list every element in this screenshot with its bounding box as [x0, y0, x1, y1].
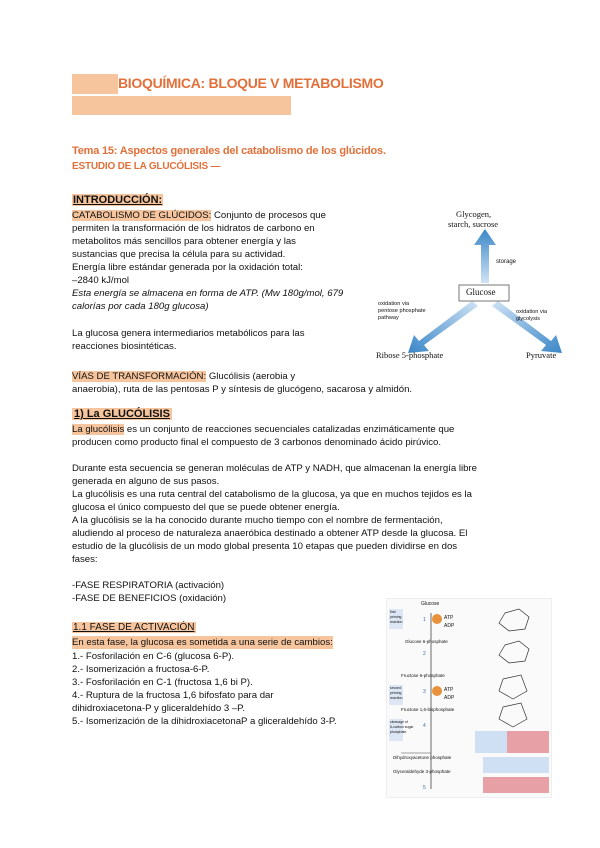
fig2-adp1: ADP [444, 623, 455, 629]
glycolysis-phase1-svg [387, 599, 551, 797]
box3-l1: cleavage of [390, 720, 408, 724]
atp-circle-1 [432, 614, 442, 624]
phase-2: -FASE DE BENEFICIOS (oxidación) [72, 593, 227, 604]
intro-heading-text: INTRODUCCIÓN: [73, 194, 163, 206]
diagram-bottom-right: Pyruvate [526, 350, 557, 360]
fig2-atp1: ATP [444, 615, 454, 621]
catabolismo-label: CATABOLISMO DE GLÚCIDOS: [72, 210, 212, 221]
topic-subtitle: ESTUDIO DE LA GLUCÓLISIS — [72, 161, 221, 172]
glucose-fates-svg [372, 205, 572, 365]
activacion-heading-text: 1.1 FASE DE ACTIVACIÓN [73, 622, 195, 633]
diagram-center: Glucose [466, 287, 496, 297]
p2-l1: Durante esta secuencia se generan moléculas de ATP y NADH, que almacenan la energía libre [72, 463, 477, 474]
diagram-storage: storage [496, 259, 517, 265]
glucose-ring [499, 609, 529, 631]
p4-l2: aludiendo al proceso de naturaleza anaeróbica destinado a obtener ATP desde la glucosa. El [72, 528, 468, 539]
step-num-3: 3 [423, 689, 426, 695]
fig2-box3 [390, 720, 414, 735]
intro-text [72, 209, 372, 353]
fig2-atp2: ATP [444, 687, 454, 693]
p4-l3: estudio de la glucólisis de un modo global presenta 10 etapas que pueden dividirse en dos [72, 541, 458, 552]
catabolismo-l2: permiten la transformación de los hidratos de carbono en [72, 223, 315, 234]
step-5: 5.- Isomerización de la dihidroxiacetonaP a gliceraldehído 3-P. [72, 716, 337, 727]
catabolismo-l1: Conjunto de procesos que [211, 210, 326, 221]
step-2: 2.- Isomerización a fructosa-6-P. [72, 664, 210, 675]
g6p-ring [499, 641, 529, 663]
p2-l2: generada en alguno de sus pasos. [72, 476, 220, 487]
topic-title: Tema 15: Aspectos generales del catabolismo de los glúcidos. [72, 145, 386, 157]
step-num-5: 5 [423, 785, 426, 791]
p4-l1: A la glucólisis se la ha conocido durante mucho tiempo con el nombre de fermentación, [72, 515, 443, 526]
activacion-intro: En esta fase, la glucosa es sometida a una serie de cambios: [72, 637, 333, 648]
glucolisis-heading-text: 1) La GLUCÓLISIS [74, 408, 170, 420]
p3-l1: La glucólisis es una ruta central del catabolismo de la glucosa, ya que en muchos tejidos es la [72, 489, 472, 500]
fig2-dhap: Dihydroxyacetone phosphate [393, 755, 452, 760]
fbp-ring [499, 703, 527, 727]
box2-l1: second [390, 686, 402, 690]
fig2-box2 [390, 686, 402, 701]
left-l2: pentose phosphate [378, 308, 426, 314]
activacion-steps [72, 650, 382, 728]
step-3: 3.- Fosforilación en C-1 (fructosa 1,6 bi P). [72, 677, 253, 688]
box2-l2: priming [390, 691, 402, 695]
header-bar-bottom [72, 96, 291, 115]
step-num-4: 4 [423, 723, 426, 729]
vias-label: VÍAS DE TRANSFORMACIÓN: [72, 371, 207, 382]
fig2-box1 [390, 610, 402, 625]
activacion-heading [72, 622, 196, 633]
diagram-top-l1: Glycogen, [456, 209, 492, 219]
intro-heading [72, 194, 163, 206]
atp-circle-2 [432, 686, 442, 696]
catabolismo-l3: metabolitos más sencillos para obtener energía y las [72, 236, 296, 247]
diagram-right-label [516, 309, 547, 323]
vias-l1: Glucólisis (aerobia y [206, 371, 296, 382]
p1-highlight: La glucólisis [72, 424, 125, 435]
step-1: 1.- Fosforilación en C-6 (glucosa 6-P). [72, 651, 235, 662]
italic-l2: calorías por cada 180g glucosa) [72, 301, 209, 312]
fig2-adp2: ADP [444, 695, 455, 701]
step-4: 4.- Ruptura de la fructosa 1,6 bifosfato para dar [72, 690, 274, 701]
glucose-l2: reacciones biosintéticas. [72, 341, 177, 352]
left-l1: oxidation via [378, 301, 410, 307]
step-num-2: 2 [423, 651, 426, 657]
step-num-1: 1 [423, 617, 426, 623]
box3-l2: 6-carbon sugar [390, 725, 414, 729]
italic-l1: Esta energía se almacena en forma de ATP. (Mw 180g/mol, 679 [72, 288, 344, 299]
fig2-fbp: Fructose 1,6-bisphosphate [401, 707, 455, 712]
right-l2: glycolysis [516, 316, 540, 322]
phase-1: -FASE RESPIRATORIA (activación) [72, 580, 225, 591]
p1-l1: es un conjunto de reacciones secuenciales catalizadas enzimáticamente que [124, 424, 455, 435]
vias-l2: anaerobia), ruta de las pentosas P y síntesis de glucógeno, sacarosa y almidón. [72, 384, 413, 395]
glucolisis-heading [72, 408, 172, 420]
glucose-l1: La glucosa genera intermediarios metabólicos para las [72, 328, 305, 339]
fig2-glucose: Glucose [421, 601, 440, 607]
arrow-up [474, 229, 496, 283]
diagram-top-l2: starch, sucrose [448, 219, 499, 229]
header-bar-top [72, 74, 118, 94]
energy-l1: Energía libre estándar generada por la oxidación total: [72, 262, 303, 273]
fig2-f6p: Fructose 6-phosphate [401, 673, 445, 678]
glucolisis-text [72, 423, 542, 605]
p1-l2: producen como producto final el compuesto de 3 carbonos denominado ácido pirúvico. [72, 437, 442, 448]
dhap-formula-box [483, 757, 549, 773]
glycolysis-phase1-figure [386, 598, 552, 798]
catabolismo-l4: sustancias que precisa la célula para su actividad. [72, 249, 286, 260]
step-4-cont: dihidroxiacetona-P y gliceraldehído 3 –P. [72, 703, 245, 714]
f6p-ring [499, 675, 527, 699]
right-l1: oxidation via [516, 309, 548, 315]
fig2-gap: Glyceraldehyde 3-phosphate [393, 769, 451, 774]
p3-l2: glucosa el único compuesto del que se puede obtener energía. [72, 502, 340, 513]
gap-box-red [507, 731, 549, 753]
glucose-fates-diagram [372, 205, 572, 365]
box3-l3: phosphate [390, 730, 407, 734]
energy-l2: –2840 kJ/mol [72, 275, 130, 286]
gap-formula-box [483, 777, 549, 793]
box1-l3: reaction [390, 620, 403, 624]
diagram-left-label [378, 301, 426, 322]
vias-text [72, 370, 542, 396]
box1-l2: priming [390, 615, 402, 619]
fig2-g6p: Glucose 6-phosphate [405, 639, 448, 644]
page-title: BIOQUÍMICA: BLOQUE V METABOLISMO [118, 75, 384, 91]
diagram-bottom-left: Ribose 5-phosphate [376, 350, 444, 360]
box2-l3: reaction [390, 696, 403, 700]
box1-l1: first [390, 610, 396, 614]
left-l3: pathway [378, 315, 399, 321]
p4-l4: fases: [72, 554, 98, 565]
